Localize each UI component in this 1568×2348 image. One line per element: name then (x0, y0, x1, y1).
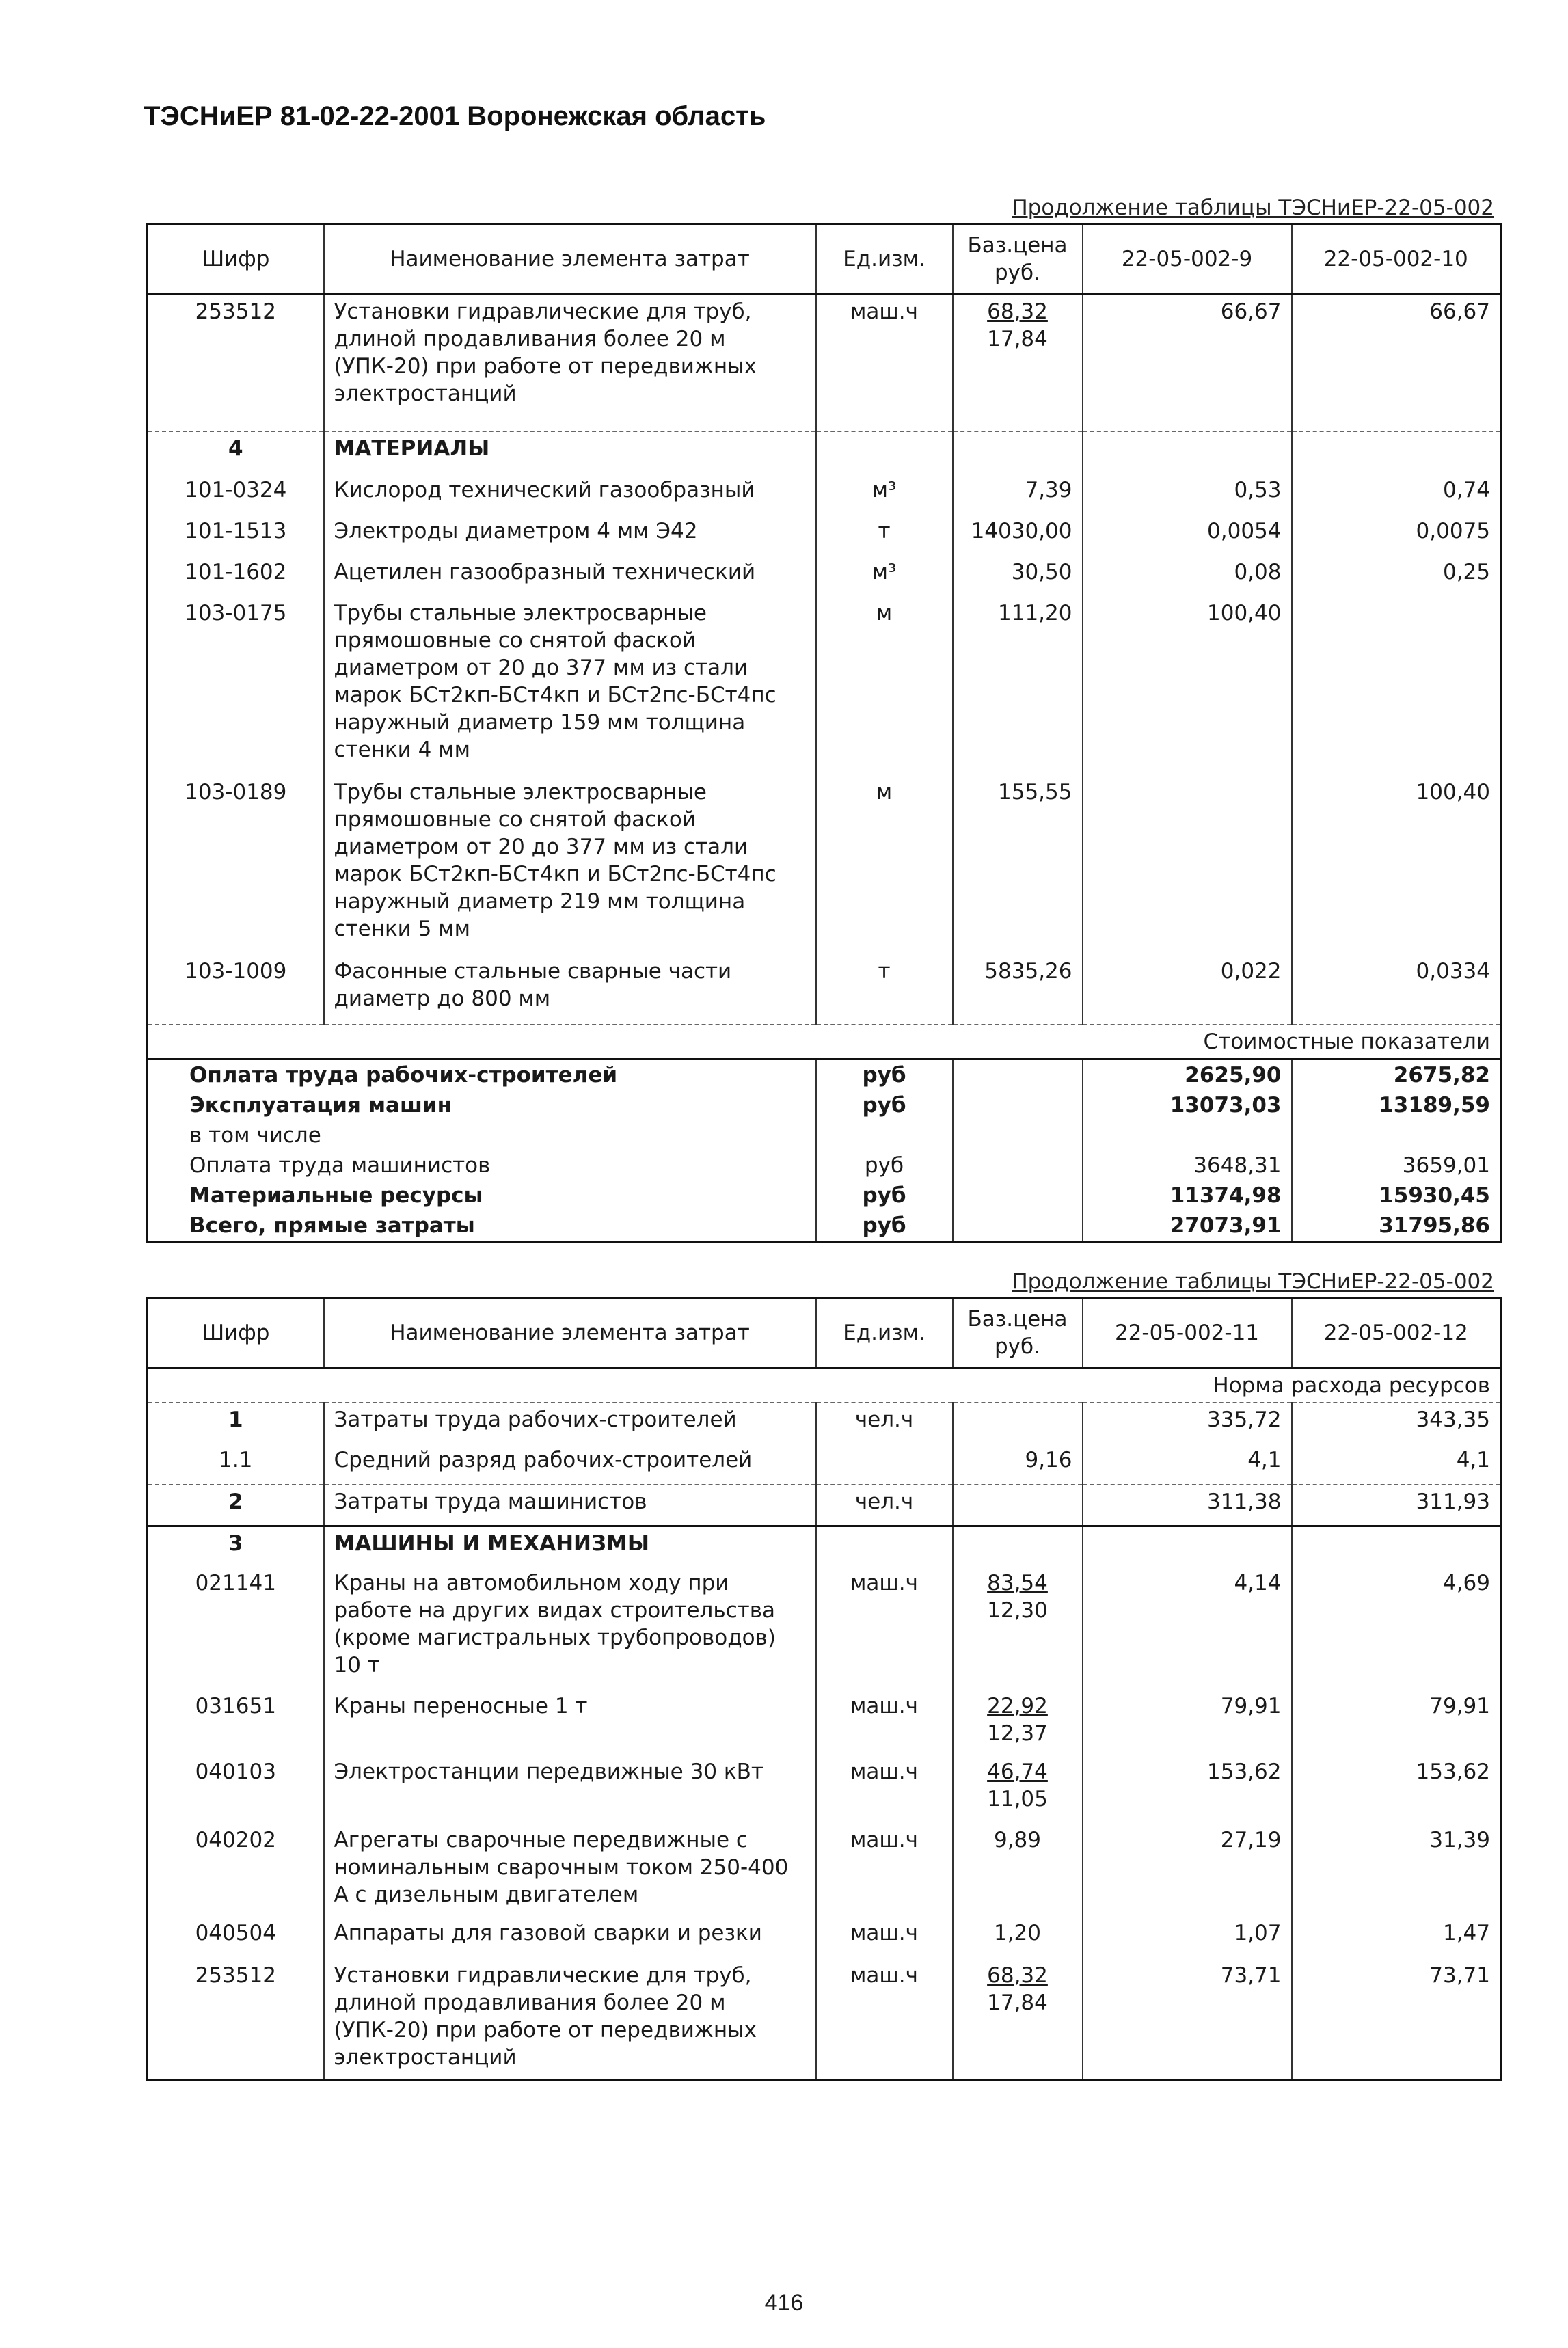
table-row (148, 1485, 1501, 1526)
row-value-1: 27,19 (1083, 1824, 1292, 1917)
summary-label: Эксплуатация машин (148, 1090, 816, 1120)
col-header-norm-11: 22-05-002-11 (1083, 1298, 1292, 1368)
row-value-2: 66,67 (1292, 295, 1501, 431)
row-code: 101-0324 (148, 474, 324, 515)
row-name: Установки гидравлические для труб, длиной продавливания более 20 м (УПК-20) при работе от передвижных электростанций (324, 295, 816, 431)
col-header-unit: Ед.изм. (816, 1298, 953, 1368)
col-header-norm-10: 22-05-002-10 (1292, 224, 1501, 295)
row-unit: маш.ч (816, 1959, 953, 2079)
row-value-2: 0,74 (1292, 474, 1501, 515)
table-row (148, 474, 1501, 515)
row-price: 1,20 (953, 1917, 1083, 1959)
row-value-1: 4,1 (1083, 1444, 1292, 1485)
summary-unit: руб (816, 1059, 953, 1090)
summary-value-1: 11374,98 (1083, 1180, 1292, 1211)
row-price: 111,20 (953, 597, 1083, 776)
row-code: 103-0189 (148, 776, 324, 955)
row-unit: чел.ч (816, 1485, 953, 1526)
row-unit: м³ (816, 474, 953, 515)
row-name: Кислород технический газообразный (324, 474, 816, 515)
row-price (953, 1403, 1083, 1444)
col-header-price: Баз.цена руб. (953, 224, 1083, 295)
summary-value-2: 13189,59 (1292, 1090, 1501, 1120)
col-header-norm-9: 22-05-002-9 (1083, 224, 1292, 295)
row-name: Трубы стальные электросварные прямошовные со снятой фаской диаметром от 20 до 377 мм из стали марок БСт2кп-БСт4кп и БСт2пс-БСт4пс наружный диаметр 219 мм толщина стенки 5 мм (324, 776, 816, 955)
row-unit: т (816, 955, 953, 1025)
row-value-1: 79,91 (1083, 1690, 1292, 1755)
row-price: 9,16 (953, 1444, 1083, 1485)
row-value-1: 73,71 (1083, 1959, 1292, 2079)
row-value-2: 311,93 (1292, 1485, 1501, 1526)
section-row (148, 1526, 1501, 1567)
row-code: 101-1602 (148, 556, 324, 597)
row-price: 9,89 (953, 1824, 1083, 1917)
row-price: 22,92 12,37 (953, 1690, 1083, 1755)
page-title: ТЭСНиЕР 81-02-22-2001 Воронежская область (144, 101, 766, 131)
table-row (148, 556, 1501, 597)
row-code: 021141 (148, 1567, 324, 1690)
summary-value-1: 13073,03 (1083, 1090, 1292, 1120)
row-value-2: 1,47 (1292, 1917, 1501, 1959)
row-code: 253512 (148, 1959, 324, 2079)
table-header-row (148, 224, 1501, 295)
row-value-1 (1083, 776, 1292, 955)
summary-unit: руб (816, 1150, 953, 1180)
table-row (148, 1755, 1501, 1824)
row-value-2: 79,91 (1292, 1690, 1501, 1755)
row-name: Ацетилен газообразный технический (324, 556, 816, 597)
row-value-1: 153,62 (1083, 1755, 1292, 1824)
table-row (148, 1403, 1501, 1444)
row-value-2: 4,69 (1292, 1567, 1501, 1690)
summary-label: Оплата труда рабочих-строителей (148, 1059, 816, 1090)
table-row (148, 955, 1501, 1025)
table-row (148, 1690, 1501, 1755)
row-value-1: 335,72 (1083, 1403, 1292, 1444)
summary-label: Всего, прямые затраты (148, 1211, 816, 1242)
summary-value-2: 15930,45 (1292, 1180, 1501, 1211)
summary-row (148, 1120, 1501, 1150)
row-price: 14030,00 (953, 515, 1083, 556)
row-unit (816, 1444, 953, 1485)
col-header-unit: Ед.изм. (816, 224, 953, 295)
row-price: 30,50 (953, 556, 1083, 597)
section-title: МАШИНЫ И МЕХАНИЗМЫ (324, 1526, 816, 1567)
summary-value-2: 3659,01 (1292, 1150, 1501, 1180)
table-row (148, 1567, 1501, 1690)
row-code: 040202 (148, 1824, 324, 1917)
table-row (148, 1444, 1501, 1485)
row-code: 103-1009 (148, 955, 324, 1025)
row-value-1: 100,40 (1083, 597, 1292, 776)
section-number: 3 (148, 1526, 324, 1567)
row-name: Фасонные стальные сварные части диаметр до 800 мм (324, 955, 816, 1025)
col-header-code: Шифр (148, 1298, 324, 1368)
row-price: 83,54 12,30 (953, 1567, 1083, 1690)
row-value-2: 100,40 (1292, 776, 1501, 955)
row-unit: маш.ч (816, 1824, 953, 1917)
summary-title: Стоимостные показатели (148, 1025, 1501, 1060)
summary-row (148, 1211, 1501, 1242)
row-price: 5835,26 (953, 955, 1083, 1025)
row-code: 253512 (148, 295, 324, 431)
resource-table-1 (146, 223, 1502, 1243)
table-header-row (148, 1298, 1501, 1368)
row-price: 155,55 (953, 776, 1083, 955)
row-value-2: 0,0334 (1292, 955, 1501, 1025)
subheader-row (148, 1368, 1501, 1403)
row-unit: м (816, 776, 953, 955)
row-price: 68,32 17,84 (953, 1959, 1083, 2079)
section-row (148, 431, 1501, 474)
row-code: 101-1513 (148, 515, 324, 556)
row-name: Затраты труда рабочих-строителей (324, 1403, 816, 1444)
summary-row (148, 1090, 1501, 1120)
row-value-1: 4,14 (1083, 1567, 1292, 1690)
summary-label: Материальные ресурсы (148, 1180, 816, 1211)
table-row (148, 597, 1501, 776)
row-value-2: 73,71 (1292, 1959, 1501, 2079)
row-unit: м³ (816, 556, 953, 597)
summary-value-1: 27073,91 (1083, 1211, 1292, 1242)
row-price (953, 1485, 1083, 1526)
section-title: МАТЕРИАЛЫ (324, 431, 816, 474)
col-header-name: Наименование элемента затрат (324, 224, 816, 295)
summary-row (148, 1059, 1501, 1090)
summary-value-1 (1083, 1120, 1292, 1150)
row-code: 1.1 (148, 1444, 324, 1485)
row-unit: маш.ч (816, 1755, 953, 1824)
col-header-price: Баз.цена руб. (953, 1298, 1083, 1368)
summary-unit: руб (816, 1211, 953, 1242)
summary-value-1: 3648,31 (1083, 1150, 1292, 1180)
table-row (148, 515, 1501, 556)
row-value-1: 0,0054 (1083, 515, 1292, 556)
summary-value-1: 2625,90 (1083, 1059, 1292, 1090)
row-name: Агрегаты сварочные передвижные с номинальным сварочным током 250-400 А с дизельным двигателем (324, 1824, 816, 1917)
summary-unit: руб (816, 1090, 953, 1120)
row-name: Аппараты для газовой сварки и резки (324, 1917, 816, 1959)
row-name: Трубы стальные электросварные прямошовные со снятой фаской диаметром от 20 до 377 мм из стали марок БСт2кп-БСт4кп и БСт2пс-БСт4пс наружный диаметр 159 мм толщина стенки 4 мм (324, 597, 816, 776)
table-row (148, 295, 1501, 431)
resource-table-2 (146, 1297, 1502, 2081)
row-unit: чел.ч (816, 1403, 953, 1444)
row-unit: маш.ч (816, 1690, 953, 1755)
row-code: 1 (148, 1403, 324, 1444)
section-number: 4 (148, 431, 324, 474)
summary-title-row (148, 1025, 1501, 1060)
row-value-1: 311,38 (1083, 1485, 1292, 1526)
row-code: 031651 (148, 1690, 324, 1755)
row-price: 68,32 17,84 (953, 295, 1083, 431)
summary-row (148, 1150, 1501, 1180)
row-unit: маш.ч (816, 1917, 953, 1959)
row-unit: маш.ч (816, 1567, 953, 1690)
norm-subheader: Норма расхода ресурсов (1213, 1373, 1490, 1398)
row-value-2 (1292, 597, 1501, 776)
summary-value-2 (1292, 1120, 1501, 1150)
summary-unit: руб (816, 1180, 953, 1211)
row-name: Электроды диаметром 4 мм Э42 (324, 515, 816, 556)
row-value-2: 153,62 (1292, 1755, 1501, 1824)
row-name: Средний разряд рабочих-строителей (324, 1444, 816, 1485)
table-row (148, 1917, 1501, 1959)
row-value-1: 0,022 (1083, 955, 1292, 1025)
row-value-2: 4,1 (1292, 1444, 1501, 1485)
row-unit: м (816, 597, 953, 776)
row-name: Затраты труда машинистов (324, 1485, 816, 1526)
row-name: Установки гидравлические для труб, длиной продавливания более 20 м (УПК-20) при работе от передвижных электростанций (324, 1959, 816, 2079)
table-caption: Продолжение таблицы ТЭСНиЕР-22-05-002 (1012, 1269, 1494, 1294)
row-name: Краны на автомобильном ходу при работе на других видах строительства (кроме магистральных трубопроводов) 10 т (324, 1567, 816, 1690)
table-row (148, 776, 1501, 955)
summary-value-2: 2675,82 (1292, 1059, 1501, 1090)
col-header-norm-12: 22-05-002-12 (1292, 1298, 1501, 1368)
summary-label: в том числе (148, 1120, 816, 1150)
row-value-1: 0,53 (1083, 474, 1292, 515)
row-price: 46,74 11,05 (953, 1755, 1083, 1824)
summary-row (148, 1180, 1501, 1211)
row-value-2: 343,35 (1292, 1403, 1501, 1444)
col-header-code: Шифр (148, 224, 324, 295)
summary-label: Оплата труда машинистов (148, 1150, 816, 1180)
row-value-1: 66,67 (1083, 295, 1292, 431)
table-caption: Продолжение таблицы ТЭСНиЕР-22-05-002 (1012, 195, 1494, 220)
row-unit: т (816, 515, 953, 556)
summary-unit (816, 1120, 953, 1150)
row-code: 103-0175 (148, 597, 324, 776)
summary-value-2: 31795,86 (1292, 1211, 1501, 1242)
row-value-2: 0,0075 (1292, 515, 1501, 556)
row-code: 040504 (148, 1917, 324, 1959)
page-number: 416 (764, 2290, 804, 2316)
row-code: 040103 (148, 1755, 324, 1824)
table-row (148, 1959, 1501, 2079)
row-price: 7,39 (953, 474, 1083, 515)
row-code: 2 (148, 1485, 324, 1526)
col-header-name: Наименование элемента затрат (324, 1298, 816, 1368)
row-name: Электростанции передвижные 30 кВт (324, 1755, 816, 1824)
row-value-2: 31,39 (1292, 1824, 1501, 1917)
row-value-1: 1,07 (1083, 1917, 1292, 1959)
row-value-2: 0,25 (1292, 556, 1501, 597)
row-unit: маш.ч (816, 295, 953, 431)
row-value-1: 0,08 (1083, 556, 1292, 597)
table-row (148, 1824, 1501, 1917)
row-name: Краны переносные 1 т (324, 1690, 816, 1755)
